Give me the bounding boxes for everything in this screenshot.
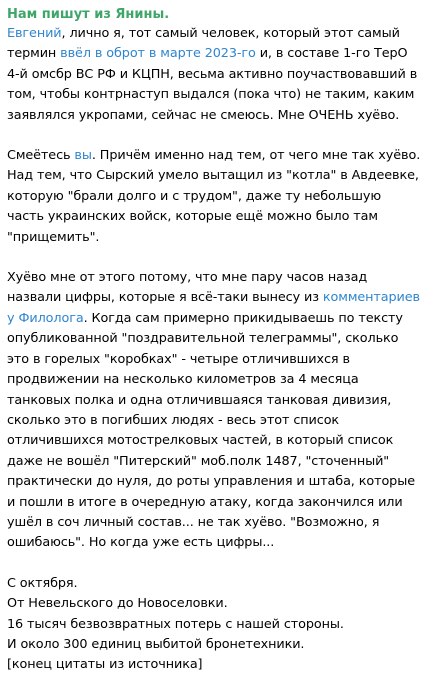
text-span: Смеётесь: [7, 148, 75, 164]
message-paragraph-1: [7, 24, 421, 126]
text-span: , лично я, тот самый человек, который этот самый термин: [7, 26, 400, 62]
summary-line-1: С октября.: [7, 575, 78, 591]
link-philolog-comments[interactable]: комментариев у Филолога: [7, 290, 420, 326]
summary-line-2: От Невельского до Новоселовки.: [7, 596, 228, 612]
text-span: и, в составе 1-го ТерО 4-й омсбр ВС РФ и КЦПН, весьма активно поучаствовавший в том, чтобы контрнаступ выдался (пока что) не таким, каким заявлялся укропами, сейчас не смеюсь. Мне ОЧЕНЬ хуёво.: [7, 46, 418, 123]
text-span: . Причём именно над тем, от чего мне так хуёво. Над тем, что Сырский умело вытащил из "котла" в Авдеевке, которую "брали долго и с трудом", даже ту небольшую часть украинских войск, которые ещё можно было там "прищемить".: [7, 148, 421, 245]
summary-line-4: И около 300 единиц выбитой бронетехники.: [7, 636, 305, 652]
link-vy[interactable]: вы: [74, 148, 92, 164]
paragraph-gap: [7, 248, 421, 268]
summary-line-5: [конец цитаты из источника]: [7, 657, 203, 673]
message-paragraph-2: [7, 146, 421, 248]
paragraph-gap: [7, 126, 421, 146]
text-span: . Когда сам примерно прикидываешь по тексту опубликованной "поздравительной телеграммы", сколько это в горелых "коробках" - четыре отличившихся в продвижении на несколько километров за 4 месяца танковых полка и одна отличившаяся танковая дивизия, сколько это в погибших людях - весь этот список отличившихся мотострелковых частей, в который список даже не вошёл "Питерский" моб.полк 1487, "сточенный" практически до нуля, до роты управления и штаба, которые и пошли в итоге в очередную атаку, когда закончился или ушёл в соч личный состав... не так хуёво. "Возможно, я ошибаюсь". Но когда уже есть цифры...: [7, 310, 415, 551]
mention-link-evgeniy[interactable]: Евгений: [7, 26, 62, 41]
text-span: Хуёво мне от этого потому, что мне пару часов назад назвали цифры, которые я всё-таки вынесу из: [7, 270, 368, 306]
summary-line-3: 16 тысяч безвозвратных потерь с нашей стороны.: [7, 616, 344, 632]
message-paragraph-3: [7, 268, 421, 554]
link-term-introduced[interactable]: ввёл в оброт в марте 2023-го: [60, 46, 256, 62]
sender-name[interactable]: Нам пишут из Янины.: [7, 7, 170, 22]
message-paragraph-4: [7, 574, 421, 676]
